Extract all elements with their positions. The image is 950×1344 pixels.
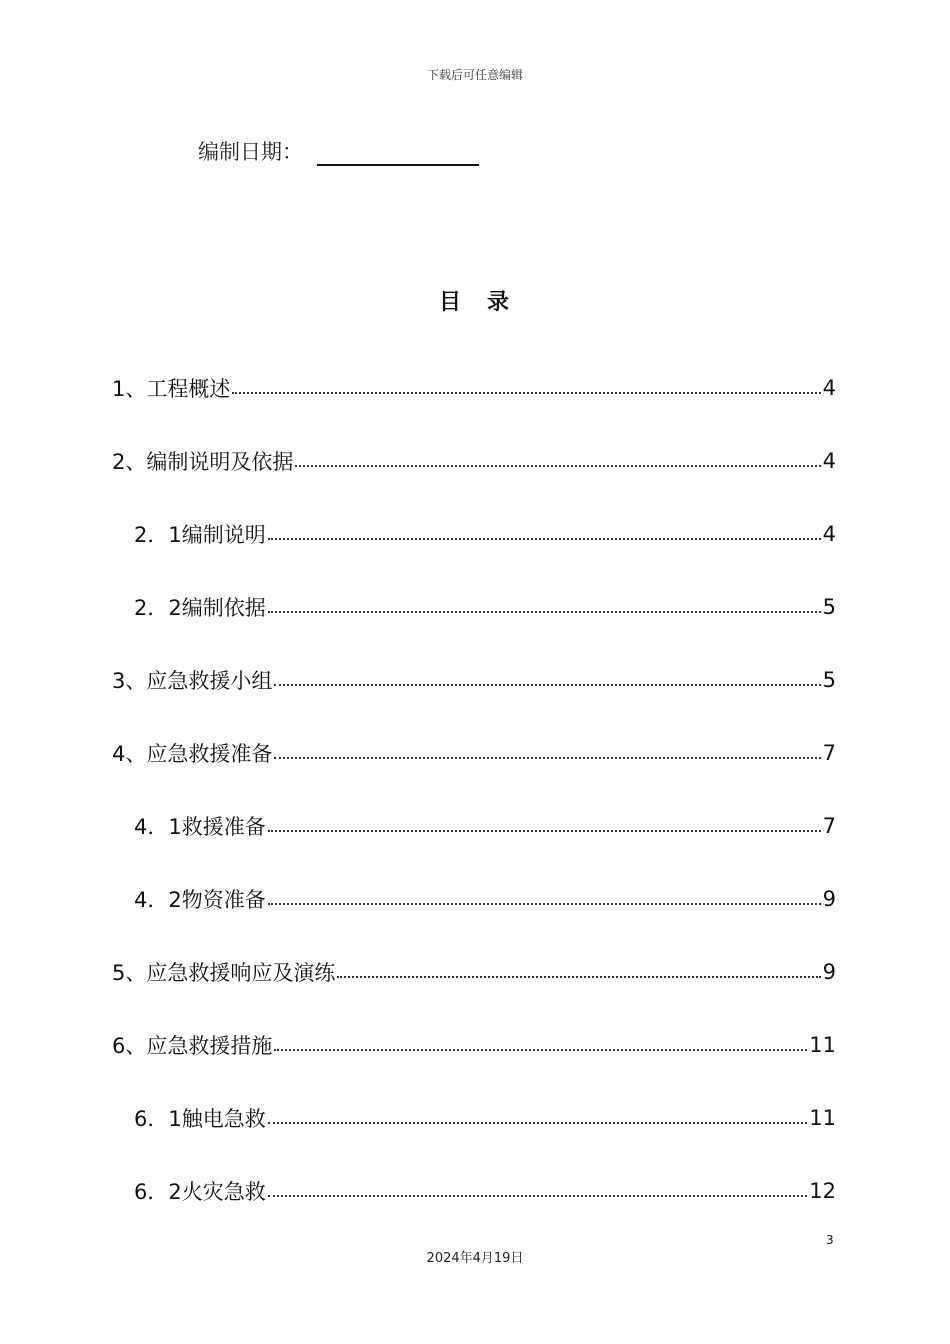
toc-entry-page: 9 <box>822 959 836 984</box>
toc-dot-leader <box>337 976 820 978</box>
toc-dot-leader <box>268 903 821 905</box>
toc-entry-label: 5、应急救援响应及演练 <box>112 960 336 985</box>
toc-entry-label: 6．1触电急救 <box>134 1106 266 1131</box>
footer-date: 2024年4月19日 <box>426 1251 524 1266</box>
toc-entry-label: 2、编制说明及依据 <box>112 449 294 474</box>
toc-dot-leader <box>268 1122 808 1124</box>
toc-dot-leader <box>274 684 820 686</box>
toc-dot-leader <box>274 757 820 759</box>
toc-entry-label: 4．1救援准备 <box>134 814 266 839</box>
toc-entry[interactable] <box>112 570 836 643</box>
toc-entry-label: 4．2物资准备 <box>134 887 266 912</box>
toc-entry-label: 2．1编制说明 <box>134 522 266 547</box>
toc-dot-leader <box>295 465 820 467</box>
compile-date-label: 编制日期： <box>198 140 303 164</box>
toc-entry-page: 7 <box>822 740 836 765</box>
toc-dot-leader <box>274 1049 807 1051</box>
table-of-contents <box>112 351 836 1227</box>
toc-entry-page: 5 <box>822 594 836 619</box>
toc-entry[interactable] <box>112 497 836 570</box>
toc-entry-page: 11 <box>809 1032 836 1057</box>
toc-entry[interactable] <box>112 1154 836 1227</box>
toc-entry[interactable] <box>112 351 836 424</box>
toc-entry-page: 11 <box>809 1105 836 1130</box>
toc-entry[interactable] <box>112 862 836 935</box>
compile-date-field <box>198 136 479 166</box>
toc-title: 目 录 <box>438 290 511 315</box>
toc-entry-page: 12 <box>809 1178 836 1203</box>
toc-dot-leader <box>268 611 821 613</box>
toc-entry-label: 6．2火灾急救 <box>134 1179 266 1204</box>
toc-entry-label: 2．2编制依据 <box>134 595 266 620</box>
toc-entry[interactable] <box>112 424 836 497</box>
toc-dot-leader <box>232 392 820 394</box>
toc-entry-label: 3、应急救援小组 <box>112 668 273 693</box>
toc-entry-page: 4 <box>822 375 836 400</box>
toc-entry-label: 4、应急救援准备 <box>112 741 273 766</box>
toc-entry-label: 1、工程概述 <box>112 376 231 401</box>
toc-entry-page: 9 <box>822 886 836 911</box>
toc-entry[interactable] <box>112 716 836 789</box>
toc-entry[interactable] <box>112 789 836 862</box>
page-number: 3 <box>826 1233 834 1247</box>
toc-entry[interactable] <box>112 1008 836 1081</box>
toc-entry-page: 7 <box>822 813 836 838</box>
toc-dot-leader <box>268 830 821 832</box>
header-note: 下载后可任意编辑 <box>426 68 523 82</box>
toc-dot-leader <box>268 1195 808 1197</box>
toc-entry-page: 5 <box>822 667 836 692</box>
compile-date-blank[interactable] <box>317 140 479 166</box>
toc-entry[interactable] <box>112 1081 836 1154</box>
toc-entry[interactable] <box>112 935 836 1008</box>
toc-entry-label: 6、应急救援措施 <box>112 1033 273 1058</box>
toc-entry-page: 4 <box>822 521 836 546</box>
toc-dot-leader <box>268 538 821 540</box>
toc-entry-page: 4 <box>822 448 836 473</box>
toc-entry[interactable] <box>112 643 836 716</box>
